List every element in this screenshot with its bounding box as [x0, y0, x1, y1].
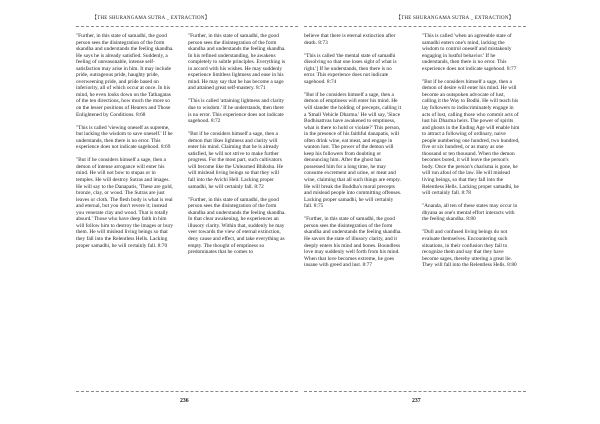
paragraph: believe that there is eternal extinction after death. 8:73 — [304, 33, 396, 46]
paragraph: "This is called 'attaining lightness and clarity due to wisdom.' If he understands, then there is no error. This experience does not indicate sagehood. 8:72 — [188, 98, 285, 125]
page-number: 237 — [412, 398, 421, 404]
paragraph: "Further, in this state of samadhi, the good person sees the disintegration of the form skandha and understands the feeling skandha. He savors the state of illusory clarity, and it deeply enters his mind and bones. Boundless love may suddenly well forth from his mind. When that love becomes extreme, he goes insane with greed and lust. 8:77 — [304, 216, 402, 269]
running-header: 【THE SHURANGAMA SUTRA _ EXTRACTION】 — [396, 16, 514, 21]
paragraph: "This is called 'viewing oneself as supreme, but lacking the wisdom to save oneself.' If he understands, then there is no error. This experience does not indicate sagehood. 8:69 — [76, 124, 173, 151]
footer-rule — [76, 391, 298, 392]
running-header: 【THE SHURANGAMA SUTRA _ EXTRACTION】 — [92, 16, 210, 21]
paragraph: "Further, in this state of samadhi, the good person sees the disintegration of the form skandha and understands the feeling skandha. In that clear awakening, he experiences an illusory clarity. Within that, suddenly he may veer towards the view of eternal extinction, deny cause and effect, and take everything as empty. The thought of emptiness so predominates that he comes to — [188, 196, 286, 256]
text-column-right — [422, 33, 520, 275]
paragraph: "But if he considers himself a sage, then a demon of desire will enter his mind. He will become an outspoken advocate of lust, calling it the Way to Bodhi. He will teach his lay followers to indiscriminately engage in acts of lust, calling those who commit acts of lust his Dharma heirs. The power of spirits and ghosts in the Ending Age will enable him to attract a following of ordinary, naive people numbering one hundred, two hundred, five or six hundred, or as many as one thousand or ten thousand. When the demon becomes bored, it will leave the person's body. Once the person's charisma is gone, he will run afoul of the law. He will mislead living beings, so that they fall into the Relentless Hells. Lacking proper samadhi, he will certainly fall. 8:78 — [422, 78, 520, 197]
paragraph: "Dull and confused living beings do not evaluate themselves. Encountering such situations, in their confusion they fail to recognize them and say that they have become sages, thereby uttering a great lie. They will fall into the Relentless Hells. 8:80 — [422, 229, 517, 269]
paragraph: "But if he considers himself a sage, then a demon that likes lightness and clarity will enter his mind. Claiming that he is already satisfied, he will not strive to make further progress. For the most part, such cultivators will become like the Unlearned Bhikshu. He will mislead living beings so that they will fall into the Avichi Hell. Lacking proper samadhi, he will certainly fall. 8:72 — [188, 131, 284, 190]
header-rule — [76, 26, 298, 27]
text-column-right — [188, 33, 286, 262]
paragraph: "Ananda, all ten of these states may occur in dhyana as one's mental effort interacts with the feeling skandha. 8:80 — [422, 203, 518, 223]
paragraph: "But if he considers himself a sage, then a demon of intense arrogance will enter his mind. He will not bow to stupas or in temples. He will destroy Sutras and images. He will say to the Danapatis, 'These are gold, bronze, clay, or wood. The Sutras are just leaves or cloth. The flesh body is what is real and eternal, but you don't revere it; instead you venerate clay and wood. That is totally absurd.' Those who have deep faith in him will follow him to destroy the images or bury them. He will mislead living beings so that they fall into the Relentless Hells. Lacking proper samadhi, he will certainly fall. 8:70 — [76, 157, 174, 249]
paragraph: "This is called 'the mental state of samadhi dissolving so that one loses sight of what is right.'] If he understands, then there is no error. This experience does not indicate sagehood. 8:74 — [304, 52, 397, 85]
paragraph: "Further, in this state of samadhi, the good person sees the disintegration of the form skandha and understands the feeling skandha. He says he is already satisfied. Suddenly, a feeling of unreasonable, intense self-satisfaction may arise in him. It may include pride, outrageous pride, haughty pride, overweening pride, and pride based on inferiority, all of which occur at once. In his mind, he even looks down on the Tathagatas of the ten directions, how much the more so on the lesser positions of Hearers and Those Enlightened by Conditions. 8:68 — [76, 33, 174, 118]
footer-rule — [304, 391, 526, 392]
text-column-left — [76, 33, 174, 256]
paragraph: "But if he considers himself a sage, then a demon of emptiness will enter his mind. He will slander the holding of precepts, calling it a 'Small Vehicle Dharma.' He will say, 'Since Bodhisattvas have awakened to emptiness, what is there to hold or violate?' This person, in the presence of his faithful danapatis, will often drink wine, eat meat, and engage in wanton lust. The power of the demon will keep his followers from doubting or denouncing him. After the ghost has possessed him for a long time, he may consume excrement and urine, or meat and wine, claiming that all such things are empty. He will break the Buddha's moral precepts and mislead people into committing offenses. Lacking proper samadhi, he will certainly fall. 8:75 — [304, 91, 402, 210]
right-page — [300, 0, 600, 424]
paragraph: "This is called 'when an agreeable state of samadhi enters one's mind, lacking the wisdom to control oneself and mistakenly engaging in lustful behavior.' If he understands, then there is no error. This experience does not indicate sagehood. 8:77 — [422, 33, 517, 72]
paragraph: "Further, in this state of samadhi, the good person sees the disintegration of the form skandha and understands the feeling skandha. In his refined understanding, he awakens completely to subtle principles. Everything is in accord with his wishes. He may suddenly experience limitless lightness and ease in his mind. He may say that he has become a sage and attained great self-mastery. 8:71 — [188, 33, 286, 92]
page-number: 236 — [180, 398, 189, 404]
header-rule — [304, 26, 526, 27]
text-column-left — [304, 33, 402, 275]
